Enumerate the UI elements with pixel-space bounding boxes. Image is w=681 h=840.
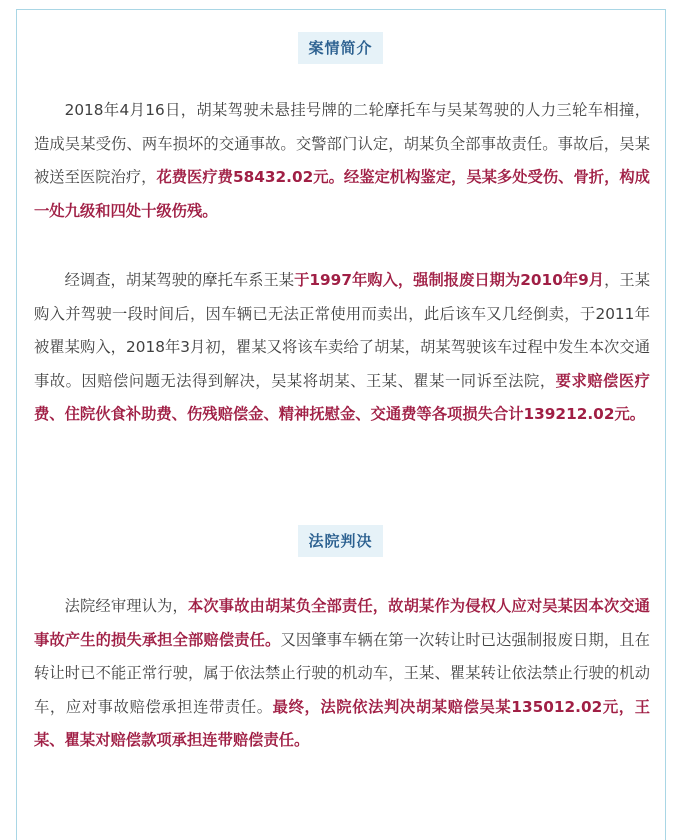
paragraph-text: 经调查，胡某驾驶的摩托车系王某 [64, 271, 295, 289]
highlighted-text: 要求赔偿医疗费、住院伙食补助费、伤残赔偿金、精神抚慰金、交通费等各项损失合计139212.02元。 [34, 371, 650, 423]
paragraph-text: 又因肇事车辆在第一次转让时已达强制报废日期，且在转让时已不能正常行驶，属于依法禁止行驶的机动车，王某、瞿某转让依法禁止行驶的机动车，应对事故赔偿承担连带责任。 [34, 630, 650, 716]
paragraph-text: 2018年4月16日，胡某驾驶未悬挂号牌的二轮摩托车与吴某驾驶的人力三轮车相撞，造成吴某受伤、两车损坏的交通事故。交警部门认定，胡某负全部事故责任。事故后，吴某被送至医院治疗， [34, 101, 650, 186]
section-title-label: 法院判决 [298, 525, 382, 557]
highlighted-text: 最终，法院依法判决胡某赔偿吴某135012.02元，王某、瞿某对赔偿款项承担连带赔偿责任。 [34, 697, 650, 749]
highlighted-text: 于1997年购入，强制报废日期为2010年9月 [294, 271, 605, 289]
paragraph-text: ，王某购入并驾驶一段时间后，因车辆已无法正常使用而卖出，此后该车又几经倒卖，于2011年被瞿某购入，2018年3月初，瞿某又将该车卖给了胡某，胡某驾驶该车过程中发生本次交通事故。因赔偿问题无法得到解决，吴某将胡某、王某、瞿某一同诉至法院， [34, 271, 650, 390]
paragraph-investigation [34, 264, 650, 432]
section-title-label: 案情简介 [298, 32, 382, 64]
section-title-court-ruling [0, 525, 681, 557]
paragraph-court-judgment [34, 590, 650, 758]
highlighted-text: 花费医疗费58432.02元。经鉴定机构鉴定，吴某多处受伤、骨折，构成一处九级和四处十级伤残。 [34, 168, 650, 220]
paragraph-case-facts [34, 94, 650, 228]
highlighted-text: 本次事故由胡某负全部责任，故胡某作为侵权人应对吴某因本次交通事故产生的损失承担全部赔偿责任。 [34, 597, 650, 649]
paragraph-text: 法院经审理认为， [64, 597, 188, 615]
section-title-case-summary [0, 32, 681, 64]
